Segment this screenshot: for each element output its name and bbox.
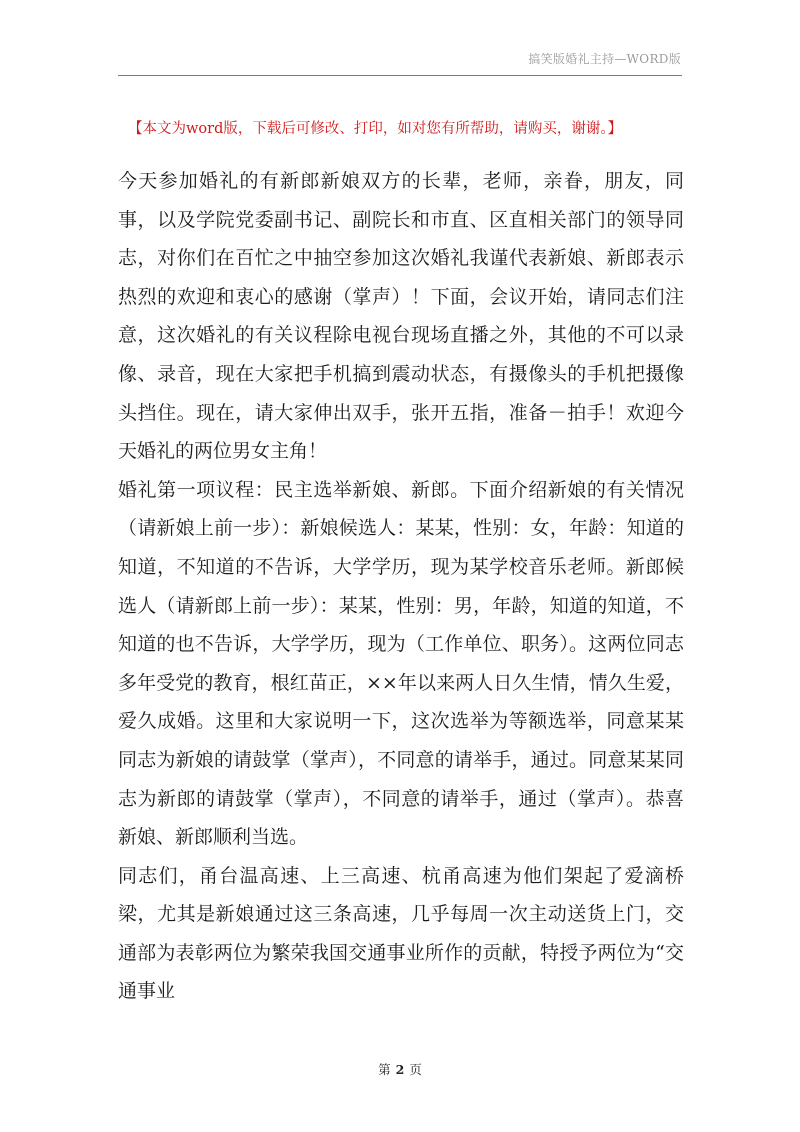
paragraph: 今天参加婚礼的有新郎新娘双方的长辈，老师，亲眷，朋友，同事，以及学院党委副书记、副院长和市直、区直相关部门的领导同志，对你们在百忙之中抽空参加这次婚礼我谨代表新娘、新郎表示热烈的欢迎和衷心的感谢（掌声）！下面，会议开始，请同志们注意，这次婚礼的有关议程除电视台现场直播之外，其他的不可以录像、录音，现在大家把手机搞到震动状态，有摄像头的手机把摄像头挡住。现在，请大家伸出双手，张开五指，准备－拍手！欢迎今天婚礼的两位男女主角！ xyxy=(118,170,684,463)
page-footer xyxy=(0,1060,800,1078)
page-number: 2 xyxy=(395,1062,405,1077)
page-label-prefix: 第 xyxy=(378,1062,391,1077)
download-notice: 【本文为word版，下载后可修改、打印，如对您有所帮助，请购买，谢谢。】 xyxy=(128,121,623,137)
header-divider xyxy=(118,75,682,76)
document-body xyxy=(118,162,684,1011)
paragraph: 同志们，甬台温高速、上三高速、杭甬高速为他们架起了爱滴桥梁，尤其是新娘通过这三条高速，几乎每周一次主动送货上门，交通部为表彰两位为繁荣我国交通事业所作的贡献，特授予两位为“交通事业 xyxy=(118,864,684,1003)
document-header-title: 搞笑版婚礼主持—WORD版 xyxy=(528,52,681,66)
paragraph: 婚礼第一项议程：民主选举新娘、新郎。下面介绍新娘的有关情况（请新娘上前一步）：新娘候选人：某某，性别：女，年龄：知道的知道，不知道的不告诉，大学学历，现为某学校音乐老师。新郎候选人（请新郎上前一步）：某某，性别：男，年龄，知道的知道，不知道的也不告诉，大学学历，现为（工作单位、职务）。这两位同志多年受党的教育，根红苗正，××年以来两人日久生情，情久生爱，爱久成婚。这里和大家说明一下，这次选举为等额选举，同意某某同志为新娘的请鼓掌（掌声），不同意的请举手，通过。同意某某同志为新郎的请鼓掌（掌声），不同意的请举手，通过（掌声）。恭喜新娘、新郎顺利当选。 xyxy=(118,478,684,849)
page-label-suffix: 页 xyxy=(409,1062,422,1077)
